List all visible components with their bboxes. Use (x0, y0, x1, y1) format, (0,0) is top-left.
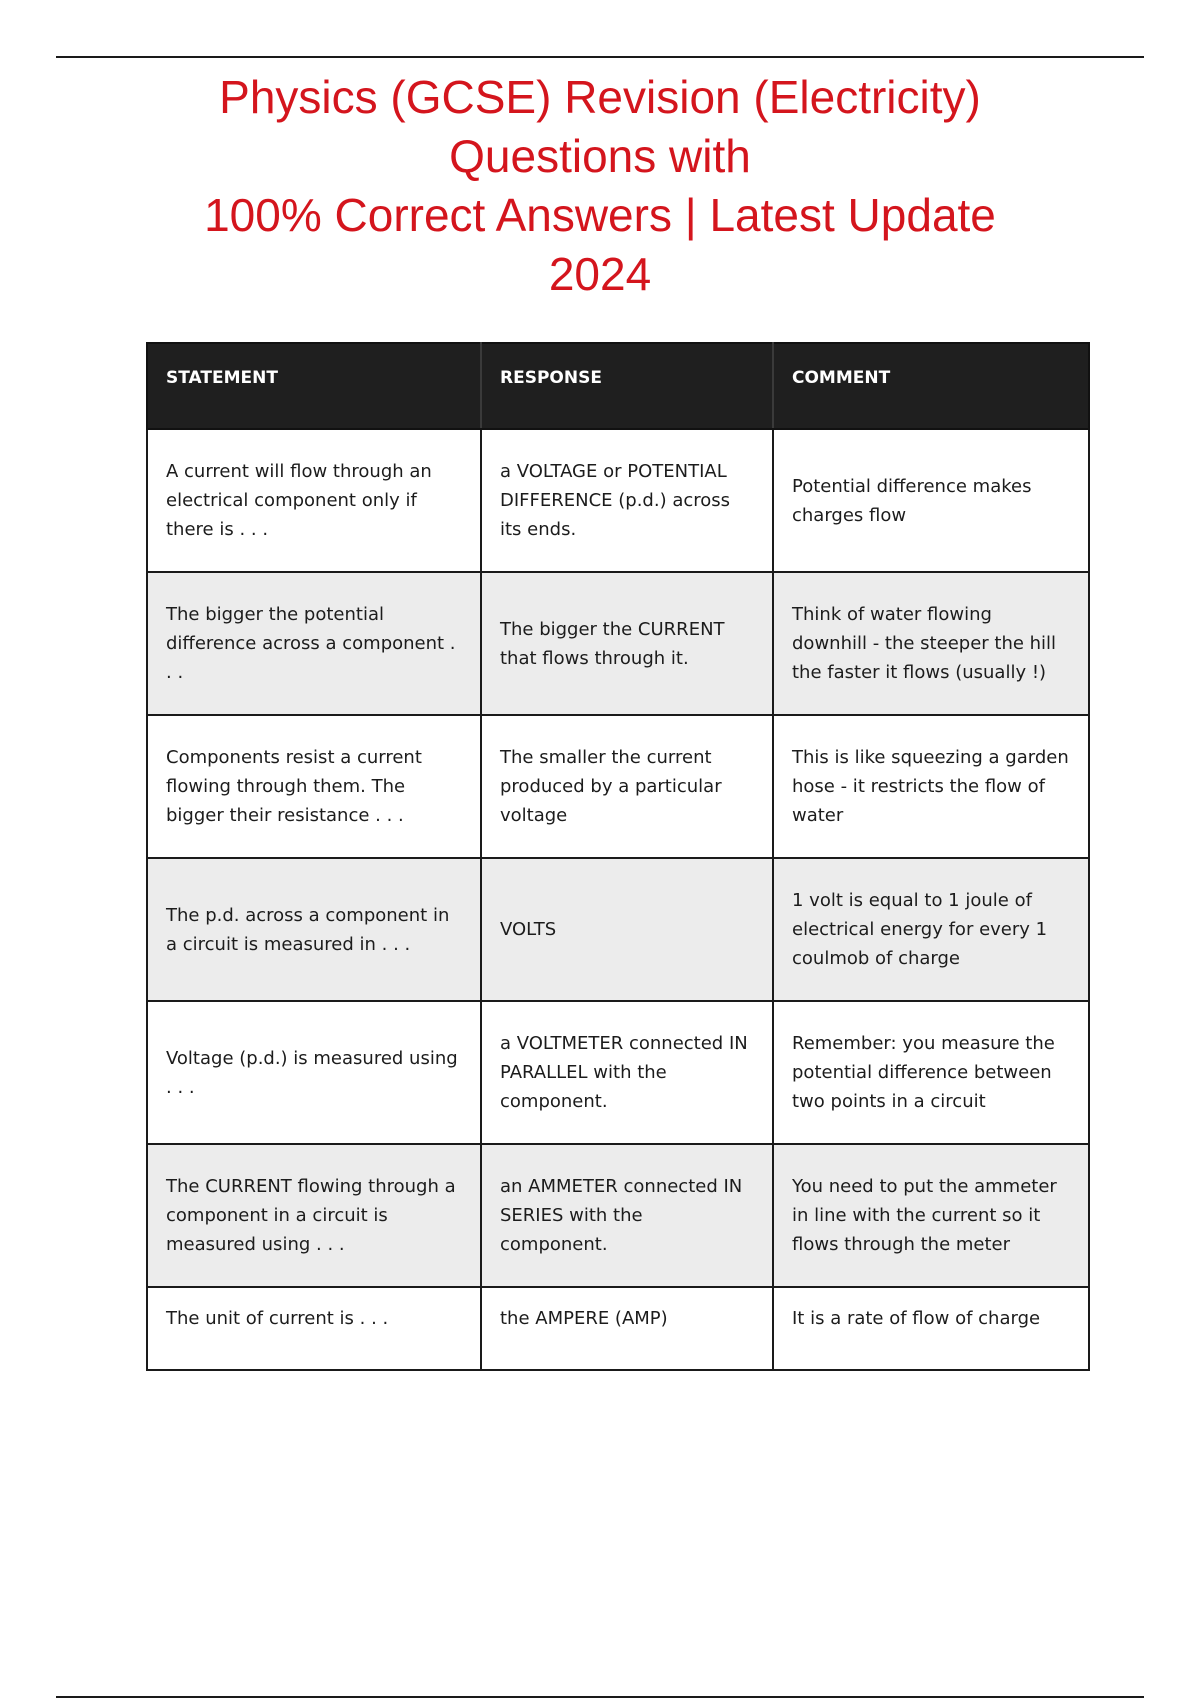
comment-cell: Remember: you measure the potential difference between two points in a circuit (773, 1001, 1089, 1144)
table-row (147, 1001, 1089, 1144)
table-row (147, 715, 1089, 858)
response-cell: an AMMETER connected IN SERIES with the component. (481, 1144, 773, 1287)
table-row (147, 858, 1089, 1001)
response-cell: VOLTS (481, 858, 773, 1001)
statement-cell: The CURRENT flowing through a component in a circuit is measured using . . . (147, 1144, 481, 1287)
statement-cell: Components resist a current flowing through them. The bigger their resistance . . . (147, 715, 481, 858)
comment-cell: This is like squeezing a garden hose - it restricts the flow of water (773, 715, 1089, 858)
comment-cell: 1 volt is equal to 1 joule of electrical energy for every 1 coulmob of charge (773, 858, 1089, 1001)
table-row (147, 429, 1089, 572)
header-statement: STATEMENT (147, 343, 481, 429)
table-row (147, 572, 1089, 715)
table-header-row (147, 343, 1089, 429)
title-line-3: 100% Correct Answers | Latest Update (204, 189, 996, 241)
bottom-rule (56, 1696, 1144, 1698)
title-line-2: Questions with (449, 130, 751, 182)
statement-cell: A current will flow through an electrical component only if there is . . . (147, 429, 481, 572)
response-cell: the AMPERE (AMP) (481, 1287, 773, 1370)
statement-cell: The p.d. across a component in a circuit is measured in . . . (147, 858, 481, 1001)
statement-cell: The bigger the potential difference across a component . . . (147, 572, 481, 715)
table-row (147, 1287, 1089, 1370)
statement-cell: The unit of current is . . . (147, 1287, 481, 1370)
comment-cell: Think of water flowing downhill - the steeper the hill the faster it flows (usually !) (773, 572, 1089, 715)
response-cell: The smaller the current produced by a particular voltage (481, 715, 773, 858)
page-title (120, 68, 1080, 304)
table-row (147, 1144, 1089, 1287)
header-response: RESPONSE (481, 343, 773, 429)
response-cell: The bigger the CURRENT that flows through it. (481, 572, 773, 715)
response-cell: a VOLTMETER connected IN PARALLEL with the component. (481, 1001, 773, 1144)
comment-cell: You need to put the ammeter in line with the current so it flows through the meter (773, 1144, 1089, 1287)
revision-table (146, 342, 1090, 1371)
title-line-1: Physics (GCSE) Revision (Electricity) (219, 71, 981, 123)
comment-cell: Potential difference makes charges flow (773, 429, 1089, 572)
header-comment: COMMENT (773, 343, 1089, 429)
title-line-4: 2024 (548, 248, 652, 300)
response-cell: a VOLTAGE or POTENTIAL DIFFERENCE (p.d.) across its ends. (481, 429, 773, 572)
top-rule (56, 56, 1144, 58)
statement-cell: Voltage (p.d.) is measured using . . . (147, 1001, 481, 1144)
comment-cell: It is a rate of flow of charge (773, 1287, 1089, 1370)
